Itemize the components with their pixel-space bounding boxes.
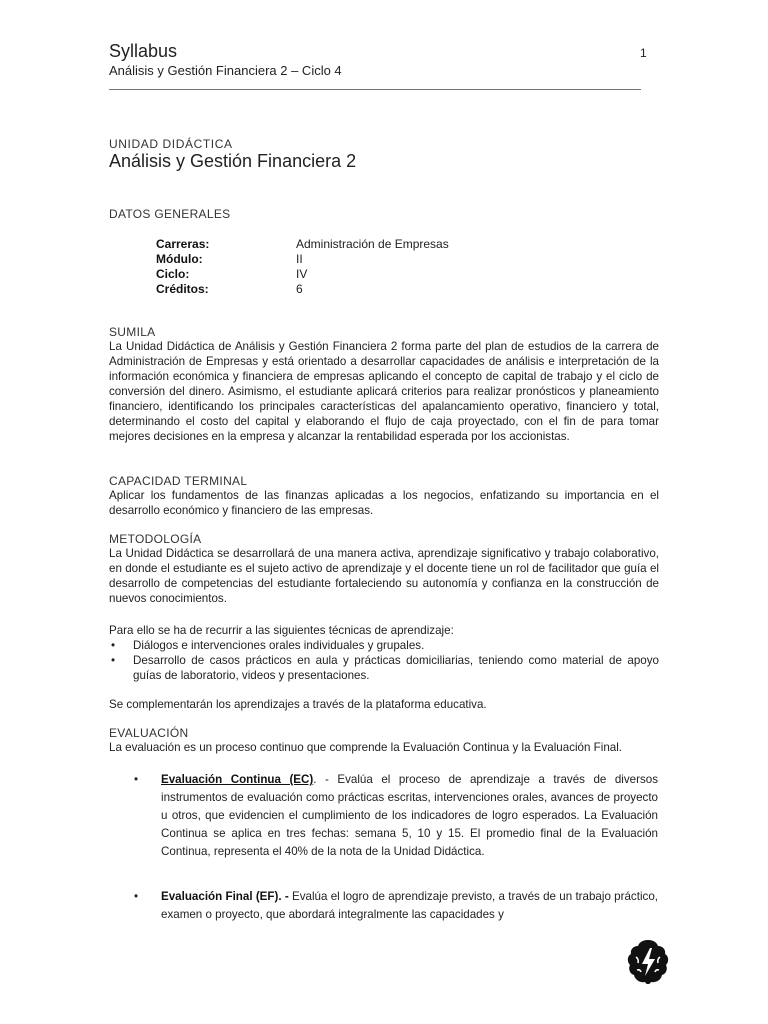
datos-row: [156, 282, 449, 297]
datos-row: [156, 237, 449, 252]
unit-label: UNIDAD DIDÁCTICA: [109, 137, 233, 151]
metodologia-heading: METODOLOGÍA: [109, 532, 202, 546]
header-title: Syllabus: [109, 41, 178, 61]
evaluacion-heading: EVALUACIÓN: [109, 726, 189, 740]
datos-value: Administración de Empresas: [296, 237, 449, 251]
datos-value: II: [296, 252, 303, 266]
datos-key: Créditos:: [156, 282, 209, 296]
bullet-icon: •: [111, 639, 116, 652]
metodologia-text: La Unidad Didáctica se desarrollará de una manera activa, aprendizaje significativo y trabajo colaborativo, en donde el estudiante es el sujeto activo de aprendizaje y el docente tiene un rol de facilitador que guía el desarrollo de competencias del estudiante fortaleciendo su autonomía y confianza en la construcción de nuevos conocimientos.: [109, 547, 659, 605]
metodologia-section: [109, 532, 659, 606]
bullet-icon: •: [134, 773, 139, 786]
sumila-text: La Unidad Didáctica de Análisis y Gestión Financiera 2 forma parte del plan de estudios de la carrera de Administración de Empresas y está orientado a desarrollar capacidades de análisis e interpretación de la información económica y financiera de empresas aplicando el concepto de capital de trabajo y el ciclo de conversión del dinero. Asimismo, el estudiante aplicará criterios para realizar pronósticos y planeamiento financiero, identificando los principales características del apalancamiento operativo, financiero y total, determinando el costo del capital y elaborando el flujo de caja proyectado, con el fin de para tomar mejores decisiones en la empresa y alcanzar la rentabilidad esperada por los accionistas.: [109, 340, 659, 443]
bullet-text: Diálogos e intervenciones orales individuales y grupales.: [133, 639, 425, 652]
datos-table: [156, 237, 449, 297]
metodologia-intro: Para ello se ha de recurrir a las siguientes técnicas de aprendizaje:: [109, 624, 454, 637]
document-header: [109, 40, 659, 79]
capacidad-text: Aplicar los fundamentos de las finanzas aplicadas a los negocios, enfatizando su importancia en el desarrollo económico y financiero de las empresas.: [109, 489, 659, 517]
capacidad-heading: CAPACIDAD TERMINAL: [109, 474, 248, 488]
evaluacion-term: Evaluación Final (EF). -: [161, 890, 289, 903]
evaluacion-item: [134, 888, 658, 924]
unit-title: Análisis y Gestión Financiera 2: [109, 151, 357, 171]
header-subtitle: Análisis y Gestión Financiera 2 – Ciclo 4: [109, 63, 342, 78]
datos-value: 6: [296, 282, 303, 296]
evaluacion-term: Evaluación Continua (EC): [161, 773, 314, 786]
capacidad-section: [109, 474, 659, 518]
bullet-icon: •: [111, 654, 116, 667]
evaluacion-section: [109, 726, 659, 755]
list-item: [109, 638, 659, 653]
datos-value: IV: [296, 267, 308, 281]
brain-lightning-icon: [625, 937, 671, 987]
metodologia-closing: Se complementarán los aprendizajes a través de la plataforma educativa.: [109, 698, 487, 711]
bullet-text: Desarrollo de casos prácticos en aula y prácticas domiciliarias, teniendo como material de apoyo guías de laboratorio, videos y presentaciones.: [133, 654, 659, 682]
sumila-section: [109, 325, 659, 444]
evaluacion-text: La evaluación es un proceso continuo que comprende la Evaluación Continua y la Evaluación Final.: [109, 741, 623, 754]
datos-key: Ciclo:: [156, 267, 190, 281]
page-number: 1: [640, 46, 647, 60]
list-item: [109, 653, 659, 683]
bullet-icon: •: [134, 890, 139, 903]
evaluacion-desc: Evalúa el logro de aprendizaje previsto, a través de un trabajo práctico, examen o proyecto, que abordará integralmente las capacidades y: [161, 890, 658, 921]
sumila-heading: SUMILA: [109, 325, 156, 339]
datos-heading: DATOS GENERALES: [109, 207, 231, 221]
evaluacion-desc: Evalúa el proceso de aprendizaje a través de diversos instrumentos de evaluación como prácticas escritas, intervenciones orales, avances de proyecto u otros, que evidencien el cumplimiento de los indicadores de logro esperados. La Evaluación Continua se aplica en tres fechas: semana 5, 10 y 15. El promedio final de la Evaluación Continua, representa el 40% de la nota de la Unidad Didáctica.: [161, 773, 659, 858]
metodologia-bullets: [109, 638, 659, 683]
datos-row: [156, 267, 449, 282]
datos-key: Módulo:: [156, 252, 203, 266]
datos-key: Carreras:: [156, 237, 210, 251]
datos-row: [156, 252, 449, 267]
header-divider: [109, 89, 641, 90]
evaluacion-item: [134, 771, 658, 861]
evaluacion-sep: . -: [313, 773, 338, 786]
